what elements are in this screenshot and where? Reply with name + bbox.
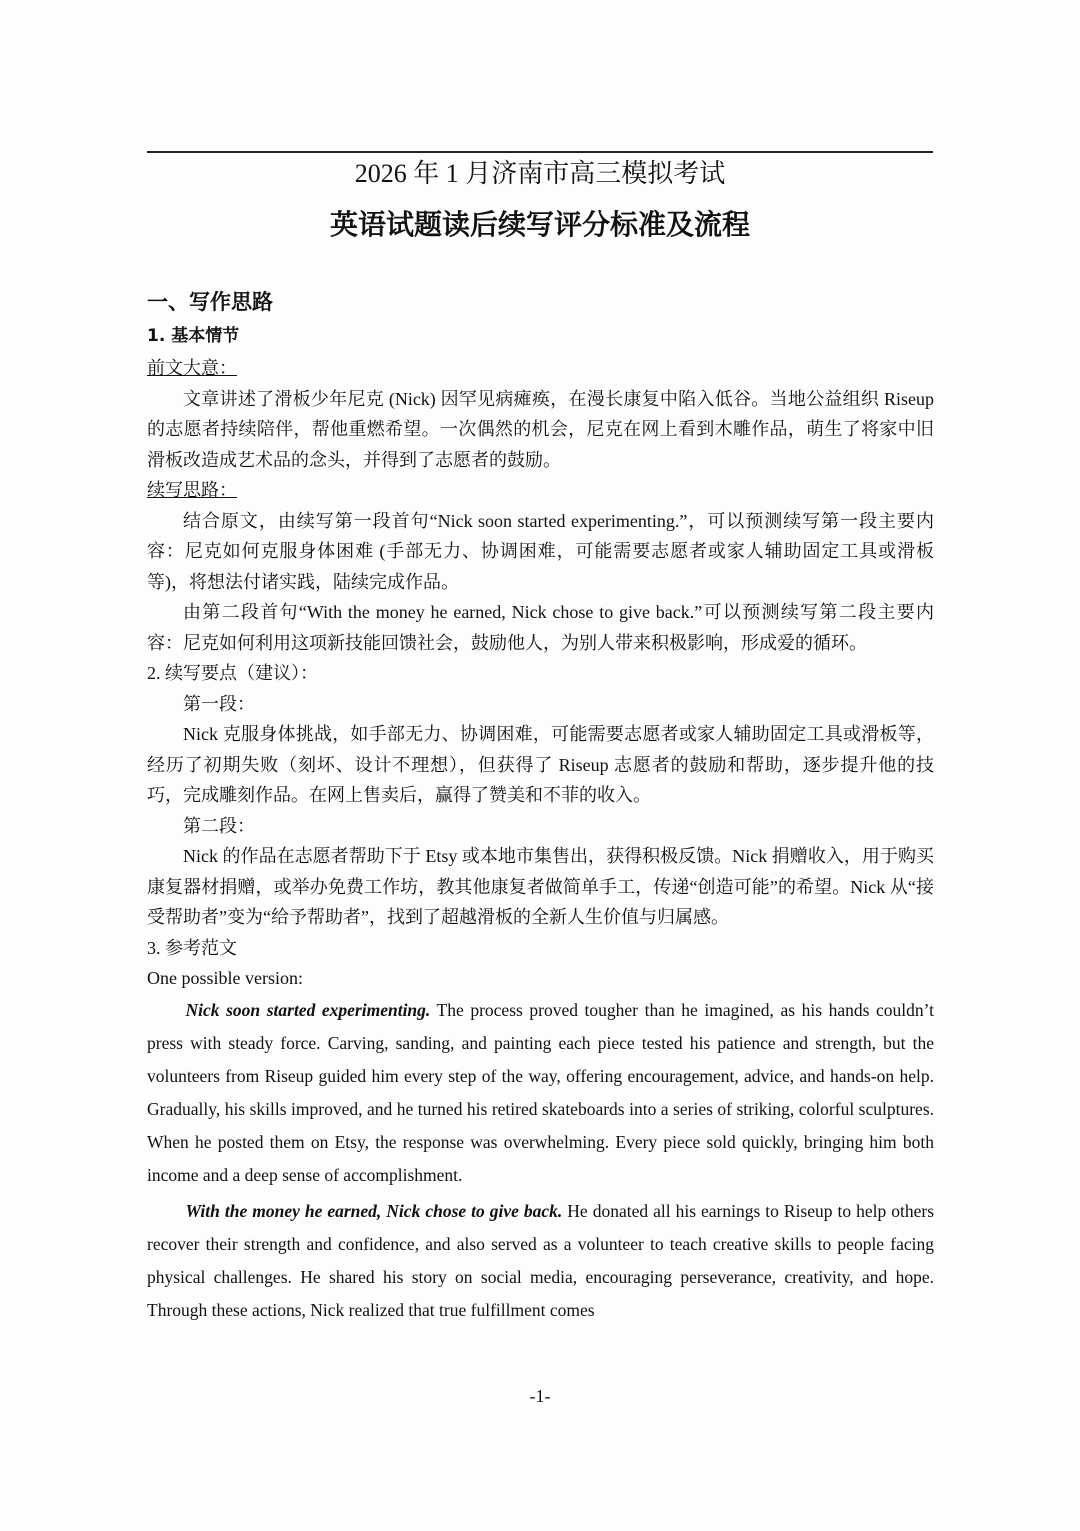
para1-points: Nick 克服身体挑战，如手部无力、协调困难，可能需要志愿者或家人辅助固定工具或滑板等，经历了初期失败（刻坏、设计不理想），但获得了 Riseup 志愿者的鼓励和帮助，逐步提升他的技巧，完成雕刻作品。在网上售卖后，赢得了赞美和不菲的收入。 bbox=[147, 724, 934, 805]
essay-paragraph-1 bbox=[147, 994, 934, 1192]
section-heading: 一、写作思路 bbox=[147, 290, 273, 314]
page-number: -1- bbox=[529, 1386, 551, 1406]
para2-label: 第二段： bbox=[183, 815, 255, 836]
approach-paragraph-1: 结合原文，由续写第一段首句“Nick soon started experimenting.”，可以预测续写第一段主要内容：尼克如何克服身体困难 (手部无力、协调困难，可能需要志愿者或家人辅助固定工具或滑板等)，将想法付诸实践，陆续完成作品。 bbox=[147, 510, 934, 592]
summary-label bbox=[147, 353, 934, 384]
part1-heading: 1. 基本情节 bbox=[147, 326, 240, 346]
para1-label: 第一段： bbox=[183, 693, 255, 714]
approach-paragraph-2: 由第二段首句“With the money he earned, Nick chose to give back.”可以预测续写第二段主要内容：尼克如何利用这项新技能回馈社会，鼓励他人，为别人带来积极影响，形成爱的循环。 bbox=[147, 602, 934, 653]
essay-intro: One possible version: bbox=[147, 968, 303, 988]
essay-paragraph-2 bbox=[147, 1195, 934, 1327]
summary-label-text: 前文大意： bbox=[147, 358, 237, 378]
essay-paragraph-2-text: He donated all his earnings to Riseup to help others recover their strength and confidence, and also served as a volunteer to teach creative skills to people facing physical challenges. He shared his story on social media, encouraging perseverance, creativity, and hope. Through these actions, Nick realized that true fulfillment comes bbox=[147, 1200, 935, 1320]
document-body bbox=[147, 284, 934, 1327]
part3-heading: 3. 参考范文 bbox=[147, 937, 237, 958]
approach-label bbox=[147, 475, 934, 506]
approach-label-text: 续写思路： bbox=[147, 480, 237, 500]
header-rule bbox=[147, 151, 933, 153]
essay-paragraph-2-lead: With the money he earned, Nick chose to give back. bbox=[185, 1200, 563, 1221]
summary-paragraph: 文章讲述了滑板少年尼克 (Nick) 因罕见病瘫痪，在漫长康复中陷入低谷。当地公益组织 Riseup 的志愿者持续陪伴，帮他重燃希望。一次偶然的机会，尼克在网上看到木雕作品，萌生了将家中旧滑板改造成艺术品的念头，并得到了志愿者的鼓励。 bbox=[147, 388, 934, 470]
document-subtitle: 英语试题读后续写评分标准及流程 bbox=[329, 208, 750, 241]
para2-points: Nick 的作品在志愿者帮助下于 Etsy 或本地市集售出，获得积极反馈。Nick 捐赠收入，用于购买康复器材捐赠，或举办免费工作坊，教其他康复者做简单手工，传递“创造可能”的希望。Nick 从“接受帮助者”变为“给予帮助者”，找到了超越滑板的全新人生价值与归属感。 bbox=[147, 846, 934, 927]
document-title: 2026 年 1 月济南市高三模拟考试 bbox=[354, 159, 726, 188]
essay-paragraph-1-text: The process proved tougher than he imagined, as his hands couldn’t press with steady force. Carving, sanding, and painting each piece tested his patience and strength, but the volunteers from Riseup guided him every step of the way, offering encouragement, advice, and hands-on help. Gradually, his skills improved, and he turned his retired skateboards into a series of striking, colorful sculptures. When he posted them on Etsy, the response was overwhelming. Every piece sold quickly, bringing him both income and a deep sense of accomplishment. bbox=[147, 999, 934, 1185]
essay-paragraph-1-lead: Nick soon started experimenting. bbox=[185, 999, 431, 1020]
part2-heading: 2. 续写要点（建议）： bbox=[147, 663, 318, 683]
